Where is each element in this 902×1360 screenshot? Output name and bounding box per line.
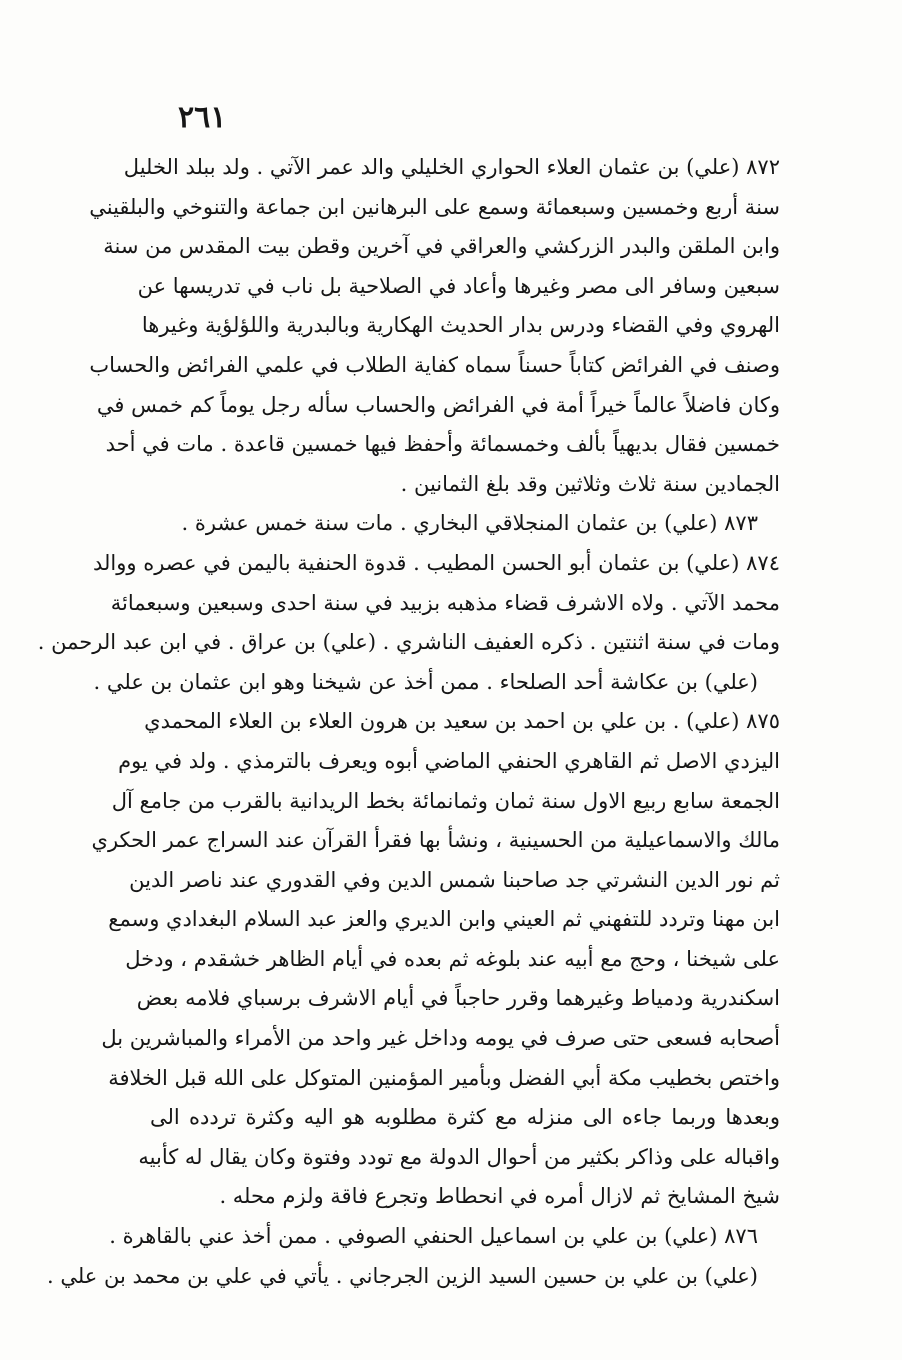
- page-number: ٢٦١: [178, 100, 227, 135]
- text-line: ثم نور الدين النشرتي جد صاحبنا شمس الدين وفي القدوري عند ناصر الدين: [129, 867, 780, 892]
- text-line: أصحابه فسعى حتى صرف في يومه وداخل غير واحد من الأمراء والمباشرين بل: [101, 1026, 780, 1051]
- text-line: شيخ المشايخ ثم لازال أمره في انحطاط وتجرع فاقة ولزم محله .: [219, 1184, 780, 1209]
- text-line: وصنف في الفرائض كتاباً حسناً سماه كفاية الطلاب في علمي الفرائض والحساب: [89, 352, 780, 377]
- text-line: (علي) بن عكاشة أحد الصلحاء . ممن أخذ عن شيخنا وهو ابن عثمان بن علي .: [93, 669, 758, 694]
- text-line: ٨٧٥ (علي) . بن علي بن احمد بن سعيد بن هرون العلاء بن العلاء المحمدي: [144, 709, 780, 734]
- text-line: الجمعة سابع ربيع الاول سنة ثمان وثمانمائة بخط الريدانية بالقرب من جامع آل: [111, 788, 780, 813]
- text-line: اسكندرية ودمياط وغيرهما وقرر حاجباً في أيام الاشرف برسباي فلامه بعض: [136, 986, 780, 1011]
- text-line: على شيخنا ، وحج مع أبيه عند بلوغه ثم بعده في أيام الظاهر خشقدم ، ودخل: [125, 946, 780, 971]
- text-line: وابن الملقن والبدر الزركشي والعراقي في آخرين وقطن بيت المقدس من سنة: [103, 234, 780, 259]
- text-line: خمسين فقال بديهياً بألف وخمسمائة وأحفظ فيها خمسين قاعدة . مات في أحد: [105, 432, 780, 457]
- text-line: مالك والاسماعيلية من الحسينية ، ونشأ بها فقرأ القرآن عند السراج عمر الحكري: [91, 828, 780, 853]
- text-line: محمد الآتي . ولاه الاشرف قضاء مذهبه بزبيد في سنة احدى وسبعين وسبعمائة: [110, 590, 780, 615]
- text-line: الجمادين سنة ثلاث وثلاثين وقد بلغ الثمانين .: [400, 471, 780, 496]
- text-line: واختص بخطيب مكة أبي الفضل وبأمير المؤمنين المتوكل على الله قبل الخلافة: [108, 1065, 780, 1090]
- text-line: ومات في سنة اثنتين . ذكره العفيف الناشري . (علي) بن عراق . في ابن عبد الرحمن .: [37, 630, 780, 655]
- text-line: الهروي وفي القضاء ودرس بدار الحديث الهكارية وبالبدرية واللؤلؤية وغيرها: [141, 313, 780, 338]
- text-line: ٨٧٢ (علي) بن عثمان العلاء الحواري الخليلي والد عمر الآتي . ولد ببلد الخليل: [123, 155, 780, 179]
- page-text: [37, 148, 780, 1296]
- text-line: وكان فاضلاً عالماً خيراً أمة في الفرائض والحساب سأله رجل يوماً كم خمس في: [96, 392, 780, 417]
- text-line: ٨٧٦ (علي) بن علي بن اسماعيل الحنفي الصوفي . ممن أخذ عني بالقاهرة .: [109, 1224, 758, 1249]
- text-line: واقباله على وذاكر بكثير من أحوال الدولة مع تودد وفتوة وكان يقال له كأبيه: [138, 1144, 780, 1169]
- text-line: وبعدها وربما جاءه الى منزله مع كثرة مطلوبه هو اليه وكثرة تردده الى: [150, 1105, 780, 1130]
- text-line: ابن مهنا وتردد للتفهني ثم العيني وابن الديري والعز عبد السلام البغدادي وسمع: [108, 907, 780, 932]
- text-line: ٨٧٤ (علي) بن عثمان أبو الحسن المطيب . قدوة الحنفية باليمن في عصره ووالد: [93, 550, 780, 575]
- text-line: (علي) بن علي بن حسين السيد الزين الجرجاني . يأتي في علي بن محمد بن علي .: [46, 1263, 758, 1288]
- text-line: اليزدي الاصل ثم القاهري الحنفي الماضي أبوه ويعرف بالترمذي . ولد في يوم: [118, 748, 780, 773]
- text-line: ٨٧٣ (علي) بن عثمان المنجلاقي البخاري . مات سنة خمس عشرة .: [181, 511, 758, 536]
- text-line: سبعين وسافر الى مصر وغيرها وأعاد في الصلاحية بل ناب في تدريسها عن: [137, 273, 780, 298]
- text-line: سنة أربع وخمسين وسبعمائة وسمع على البرهانين ابن جماعة والتنوخي والبلقيني: [89, 194, 780, 219]
